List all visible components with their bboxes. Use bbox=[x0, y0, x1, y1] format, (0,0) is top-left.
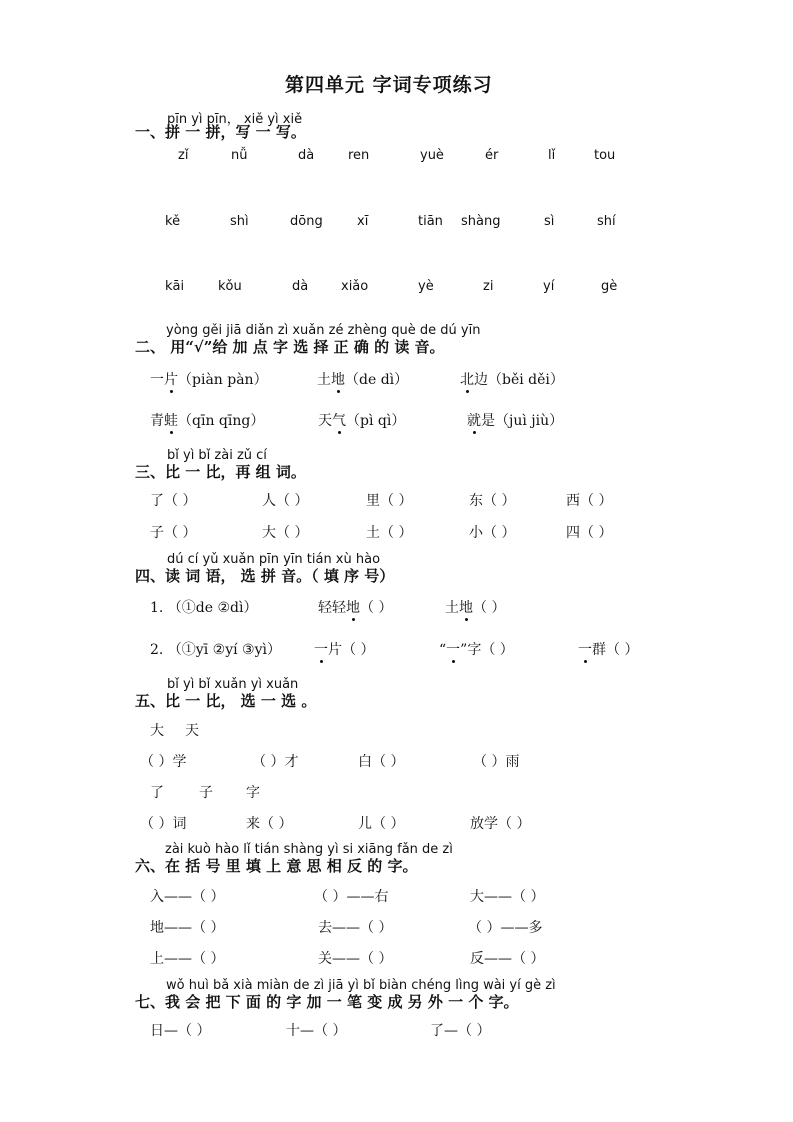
choice-blank: （ ）雨 bbox=[473, 754, 520, 770]
antonym-blank: 入——（ ） bbox=[150, 889, 225, 905]
reading-choice-item: 一片（piàn pàn） bbox=[150, 369, 268, 389]
antonym-blank: 去——（ ） bbox=[318, 920, 393, 936]
pinyin-choice-item: 一群（ ） bbox=[578, 639, 638, 659]
choice-blank: 来（ ） bbox=[246, 816, 293, 832]
pinyin-cell: tiān bbox=[418, 214, 443, 229]
option-char: 天 bbox=[185, 723, 199, 739]
antonym-blank: 大——（ ） bbox=[470, 889, 545, 905]
pinyin-cell: lǐ bbox=[548, 148, 556, 163]
word-group-blank: 了（ ） bbox=[150, 493, 197, 509]
word-group-blank: 人（ ） bbox=[262, 493, 309, 509]
pinyin-choice-item: “一”字（ ） bbox=[439, 639, 514, 659]
word-group-blank: 东（ ） bbox=[469, 493, 516, 509]
option-char: 了 bbox=[150, 785, 164, 801]
section-4-heading: 四、读 词 语， 选 拼 音。（ 填 序 号） bbox=[135, 567, 395, 585]
pinyin-cell: zi bbox=[483, 279, 494, 294]
choice-blank: （ ）词 bbox=[140, 816, 187, 832]
pinyin-cell: gè bbox=[601, 279, 618, 294]
section-1-pinyin: pīn yì pīn， xiě yì xiě bbox=[167, 112, 303, 127]
reading-choice-item: 北边（běi děi） bbox=[460, 369, 564, 389]
pinyin-choice-item: 轻轻地（ ） bbox=[318, 597, 392, 617]
pinyin-cell: shàng bbox=[461, 214, 501, 229]
add-stroke-blank: 日—（ ） bbox=[150, 1023, 211, 1039]
pinyin-cell: dà bbox=[298, 148, 315, 163]
pinyin-cell: shì bbox=[230, 214, 249, 229]
pinyin-choice-item: 土地（ ） bbox=[445, 597, 505, 617]
add-stroke-blank: 了—（ ） bbox=[430, 1023, 491, 1039]
pinyin-cell: kāi bbox=[165, 279, 185, 294]
section-3-pinyin: bǐ yì bǐ zài zǔ cí bbox=[167, 448, 267, 463]
choice-blank: （ ）才 bbox=[252, 754, 299, 770]
pinyin-cell: shí bbox=[597, 214, 616, 229]
section-6-pinyin: zài kuò hào lǐ tián shàng yì si xiāng fǎn de zì bbox=[165, 842, 453, 857]
word-group-blank: 子（ ） bbox=[150, 525, 197, 541]
choice-blank: 儿（ ） bbox=[358, 816, 405, 832]
antonym-blank: 关——（ ） bbox=[318, 951, 393, 967]
choice-blank: 白（ ） bbox=[358, 754, 405, 770]
option-char: 字 bbox=[246, 785, 260, 801]
reading-choice-item: 青蛙（qīn qīng） bbox=[150, 410, 264, 430]
pinyin-choice-item: 一片（ ） bbox=[314, 639, 374, 659]
add-stroke-blank: 十—（ ） bbox=[286, 1023, 347, 1039]
section-1-heading: 一、拼 一 拼，写 一 写。 bbox=[135, 123, 306, 141]
page-title: 第四单元 字词专项练习 bbox=[285, 74, 493, 96]
pinyin-cell: yí bbox=[543, 279, 555, 294]
pinyin-cell: xiǎo bbox=[341, 279, 369, 294]
pinyin-cell: dōng bbox=[290, 214, 323, 229]
word-group-blank: 西（ ） bbox=[566, 493, 613, 509]
antonym-blank: 上——（ ） bbox=[150, 951, 225, 967]
antonym-blank: 地——（ ） bbox=[150, 920, 225, 936]
pinyin-cell: nǚ bbox=[231, 148, 248, 163]
section-2-pinyin: yòng gěi jiā diǎn zì xuǎn zé zhèng què de dú yīn bbox=[166, 323, 481, 338]
pinyin-choice-line-2: 2. （①yī ②yí ③yì） bbox=[150, 642, 281, 658]
reading-choice-item: 天气（pì qì） bbox=[318, 410, 405, 430]
word-group-blank: 土（ ） bbox=[366, 525, 413, 541]
section-2-heading: 二、 用“√”给 加 点 字 选 择 正 确 的 读 音。 bbox=[135, 338, 445, 356]
word-group-blank: 四（ ） bbox=[566, 525, 613, 541]
pinyin-cell: sì bbox=[544, 214, 555, 229]
section-6-heading: 六、在 括 号 里 填 上 意 思 相 反 的 字。 bbox=[135, 857, 418, 875]
option-char: 大 bbox=[150, 723, 164, 739]
antonym-blank: 反——（ ） bbox=[470, 951, 545, 967]
antonym-blank: （ ）——右 bbox=[314, 889, 389, 905]
choice-blank: （ ）学 bbox=[140, 754, 187, 770]
word-group-blank: 大（ ） bbox=[262, 525, 309, 541]
section-3-heading: 三、比 一 比，再 组 词。 bbox=[135, 463, 306, 481]
option-char: 子 bbox=[199, 785, 213, 801]
section-7-heading: 七、我 会 把 下 面 的 字 加 一 笔 变 成 另 外 一 个 字。 bbox=[135, 993, 519, 1011]
antonym-blank: （ ）——多 bbox=[468, 920, 543, 936]
pinyin-cell: ér bbox=[485, 148, 499, 163]
reading-choice-item: 就是（juì jiù） bbox=[467, 410, 563, 430]
pinyin-cell: ren bbox=[348, 148, 370, 163]
reading-choice-item: 土地（de dì） bbox=[317, 369, 408, 389]
pinyin-cell: zǐ bbox=[178, 148, 189, 163]
pinyin-cell: kǒu bbox=[218, 279, 242, 294]
word-group-blank: 小（ ） bbox=[469, 525, 516, 541]
pinyin-cell: kě bbox=[165, 214, 181, 229]
section-7-pinyin: wǒ huì bǎ xià miàn de zì jiā yì bǐ biàn chéng lìng wài yí gè zì bbox=[166, 978, 556, 993]
pinyin-cell: tou bbox=[594, 148, 616, 163]
pinyin-cell: yuè bbox=[420, 148, 444, 163]
choice-blank: 放学（ ） bbox=[470, 816, 531, 832]
pinyin-cell: yè bbox=[418, 279, 434, 294]
section-5-pinyin: bǐ yì bǐ xuǎn yì xuǎn bbox=[167, 677, 299, 692]
pinyin-cell: dà bbox=[292, 279, 309, 294]
section-5-heading: 五、比 一 比， 选 一 选 。 bbox=[135, 692, 317, 710]
section-4-pinyin: dú cí yǔ xuǎn pīn yīn tián xù hào bbox=[167, 552, 381, 567]
word-group-blank: 里（ ） bbox=[366, 493, 413, 509]
pinyin-cell: xī bbox=[357, 214, 369, 229]
pinyin-choice-line-1: 1. （①de ②dì） bbox=[150, 600, 258, 616]
